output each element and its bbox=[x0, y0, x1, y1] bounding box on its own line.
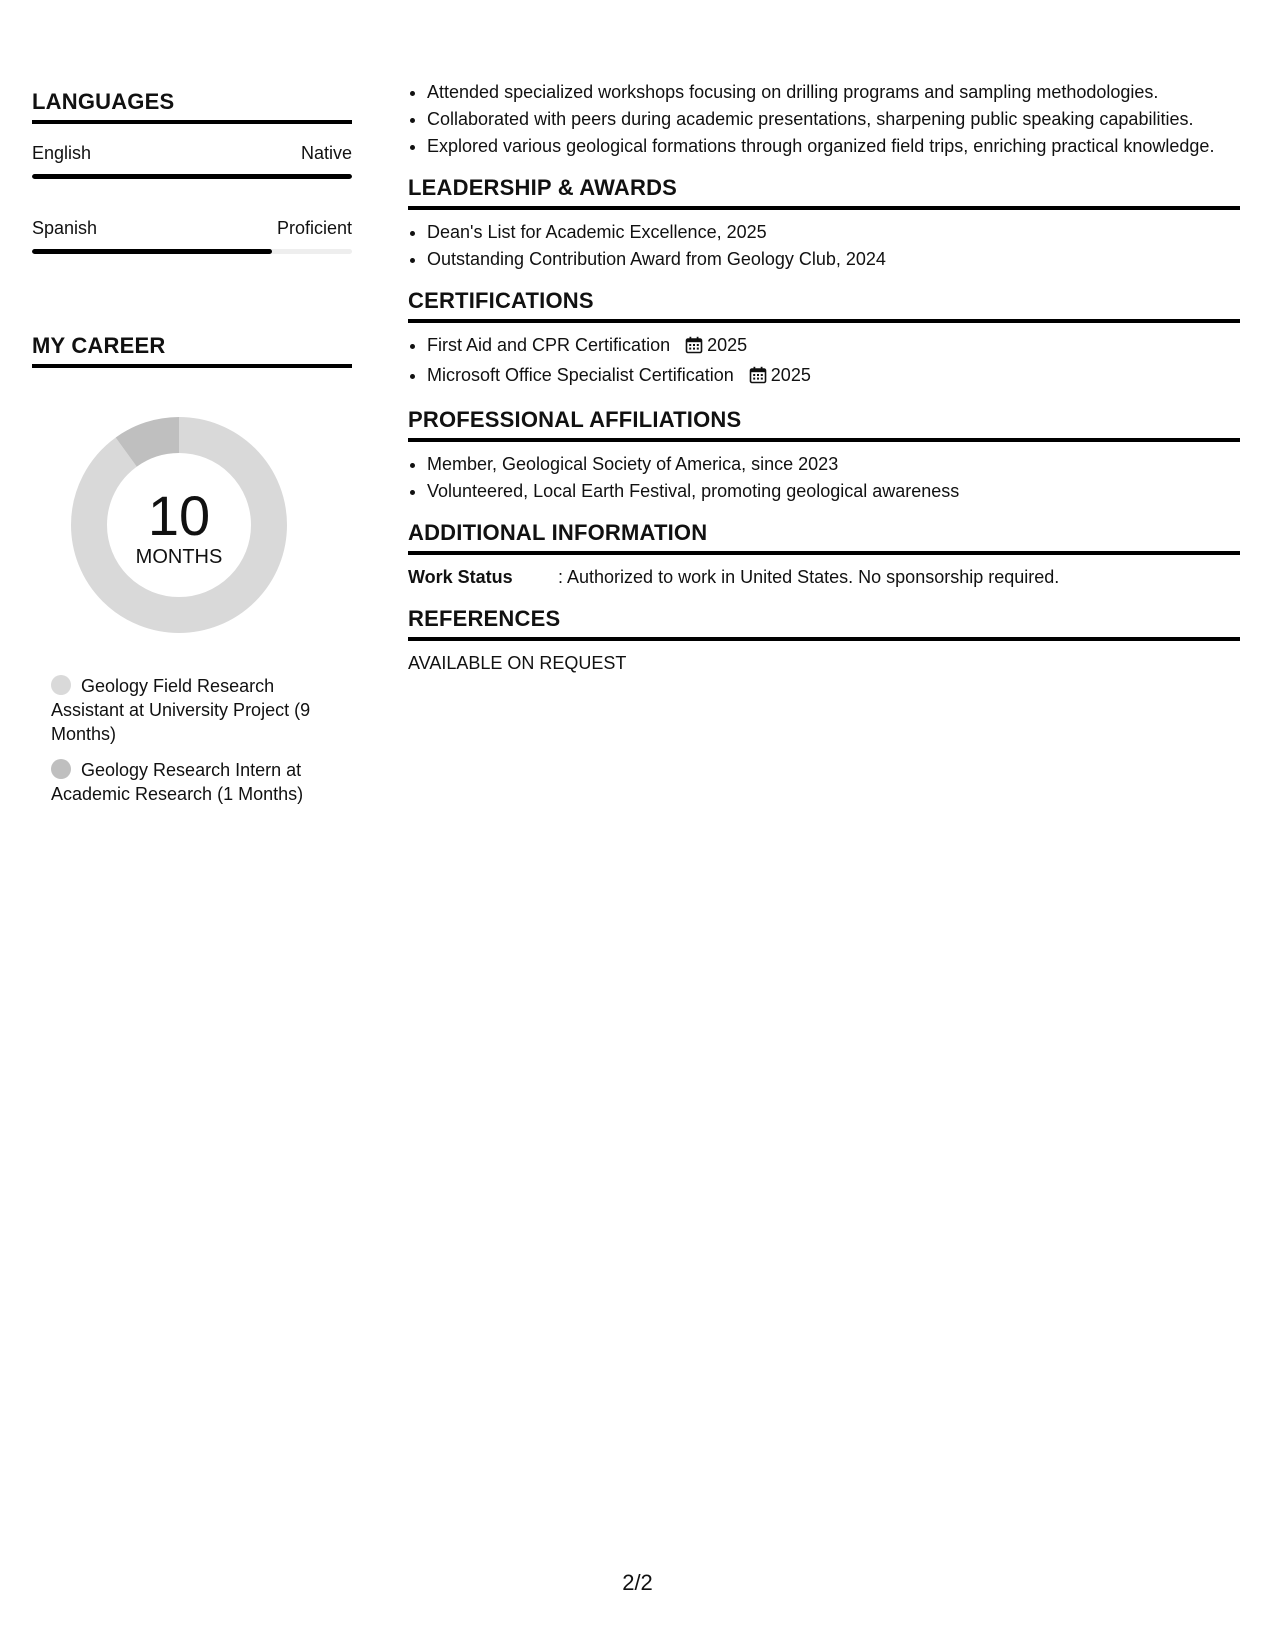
language-item bbox=[32, 142, 352, 179]
calendar-icon bbox=[749, 366, 767, 390]
leadership-heading: LEADERSHIP & AWARDS bbox=[408, 174, 1240, 210]
list-item: • Explored various geological formations through organized field trips, enriching practical knowledge. bbox=[427, 134, 1240, 158]
additional-info-section bbox=[408, 519, 1240, 589]
references-heading: REFERENCES bbox=[408, 605, 1240, 641]
certifications-list bbox=[408, 333, 1240, 390]
work-status-value: : Authorized to work in United States. No sponsorship required. bbox=[558, 567, 1060, 587]
list-item: • Attended specialized workshops focusing on drilling programs and sampling methodologies. bbox=[427, 80, 1240, 104]
language-item bbox=[32, 217, 352, 254]
language-row bbox=[32, 142, 352, 164]
language-level: Native bbox=[300, 143, 352, 163]
continued-bullet-list bbox=[408, 80, 1240, 158]
affiliations-heading: PROFESSIONAL AFFILIATIONS bbox=[408, 406, 1240, 442]
career-role-label: Geology Field Research Assistant at University Project (9 Months) bbox=[51, 676, 311, 744]
calendar-icon bbox=[685, 336, 703, 360]
additional-info-heading: ADDITIONAL INFORMATION bbox=[408, 519, 1240, 555]
career-legend-item bbox=[51, 674, 341, 746]
language-proficiency-fill bbox=[32, 249, 272, 254]
certification-year: 2025 bbox=[707, 335, 748, 355]
legend-dot-icon bbox=[51, 759, 71, 779]
language-proficiency-fill bbox=[32, 174, 352, 179]
language-name: Spanish bbox=[32, 218, 98, 238]
affiliations-section bbox=[408, 406, 1240, 503]
leadership-section bbox=[408, 174, 1240, 271]
languages-list bbox=[32, 142, 352, 254]
career-legend-item bbox=[51, 758, 341, 806]
list-item: • Outstanding Contribution Award from Geology Club, 2024 bbox=[427, 247, 1240, 271]
language-level: Proficient bbox=[276, 218, 352, 238]
languages-heading: LANGUAGES bbox=[32, 88, 352, 124]
certification-item bbox=[427, 333, 1240, 360]
career-total-unit: MONTHS bbox=[135, 546, 223, 568]
list-item: • Collaborated with peers during academic presentations, sharpening public speaking capabilities. bbox=[427, 107, 1240, 131]
list-item: • Dean's List for Academic Excellence, 2025 bbox=[427, 220, 1240, 244]
career-heading: MY CAREER bbox=[32, 332, 352, 368]
left-column bbox=[32, 88, 352, 818]
language-proficiency-bar bbox=[32, 249, 352, 254]
page-number: 2/2 bbox=[622, 1570, 653, 1595]
certification-year: 2025 bbox=[770, 365, 811, 385]
leadership-list bbox=[408, 220, 1240, 271]
references-text: AVAILABLE ON REQUEST bbox=[408, 653, 627, 673]
list-item: • Volunteered, Local Earth Festival, promoting geological awareness bbox=[427, 479, 1240, 503]
certification-name: First Aid and CPR Certification bbox=[427, 335, 671, 355]
language-row bbox=[32, 217, 352, 239]
career-legend bbox=[51, 674, 341, 806]
certification-item bbox=[427, 363, 1240, 390]
certifications-section bbox=[408, 287, 1240, 390]
career-donut-chart bbox=[66, 412, 292, 638]
career-total-number: 10 bbox=[147, 484, 211, 547]
language-name: English bbox=[32, 143, 92, 163]
work-status-label: Work Status bbox=[408, 567, 513, 587]
work-status-row bbox=[408, 565, 1240, 589]
list-item: • Member, Geological Society of America, since 2023 bbox=[427, 452, 1240, 476]
career-role-label: Geology Research Intern at Academic Research (1 Months) bbox=[51, 760, 304, 804]
certifications-heading: CERTIFICATIONS bbox=[408, 287, 1240, 323]
affiliations-list bbox=[408, 452, 1240, 503]
certification-name: Microsoft Office Specialist Certification bbox=[427, 365, 734, 385]
donut-center bbox=[66, 412, 292, 638]
legend-dot-icon bbox=[51, 675, 71, 695]
references-section bbox=[408, 605, 1240, 675]
language-proficiency-bar bbox=[32, 174, 352, 179]
right-column bbox=[408, 80, 1240, 675]
